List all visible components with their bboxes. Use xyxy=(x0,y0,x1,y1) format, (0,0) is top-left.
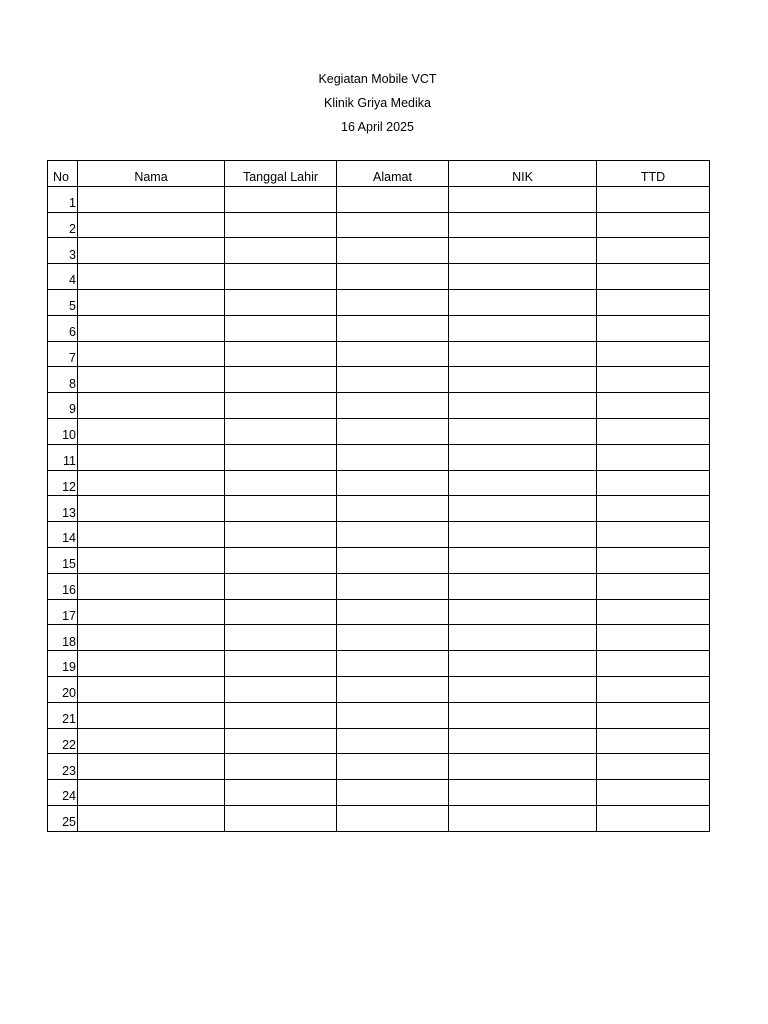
cell-nama xyxy=(78,625,225,651)
column-header-nama: Nama xyxy=(78,161,225,187)
cell-alamat xyxy=(337,702,449,728)
cell-no: 5 xyxy=(48,289,78,315)
cell-no: 10 xyxy=(48,418,78,444)
cell-nik xyxy=(449,547,597,573)
cell-nik xyxy=(449,625,597,651)
cell-tanggal-lahir xyxy=(225,780,337,806)
cell-nama xyxy=(78,393,225,419)
cell-nik xyxy=(449,212,597,238)
cell-alamat xyxy=(337,470,449,496)
cell-alamat xyxy=(337,754,449,780)
cell-nik xyxy=(449,186,597,212)
cell-nama xyxy=(78,754,225,780)
table-row xyxy=(48,367,710,393)
cell-ttd xyxy=(597,702,710,728)
cell-ttd xyxy=(597,754,710,780)
cell-nik xyxy=(449,444,597,470)
cell-nik xyxy=(449,470,597,496)
cell-alamat xyxy=(337,573,449,599)
cell-tanggal-lahir xyxy=(225,573,337,599)
cell-ttd xyxy=(597,780,710,806)
cell-nama xyxy=(78,573,225,599)
cell-nama xyxy=(78,264,225,290)
cell-no: 13 xyxy=(48,496,78,522)
table-row xyxy=(48,780,710,806)
cell-ttd xyxy=(597,418,710,444)
cell-nama xyxy=(78,444,225,470)
column-header-no: No xyxy=(48,161,78,187)
cell-tanggal-lahir xyxy=(225,393,337,419)
table-row xyxy=(48,676,710,702)
cell-ttd xyxy=(597,573,710,599)
cell-ttd xyxy=(597,625,710,651)
cell-alamat xyxy=(337,418,449,444)
cell-no: 9 xyxy=(48,393,78,419)
cell-nama xyxy=(78,470,225,496)
table-row xyxy=(48,728,710,754)
cell-alamat xyxy=(337,315,449,341)
cell-tanggal-lahir xyxy=(225,341,337,367)
cell-no: 7 xyxy=(48,341,78,367)
table-row xyxy=(48,418,710,444)
cell-ttd xyxy=(597,264,710,290)
cell-tanggal-lahir xyxy=(225,444,337,470)
cell-nik xyxy=(449,238,597,264)
cell-nama xyxy=(78,186,225,212)
cell-ttd xyxy=(597,651,710,677)
cell-alamat xyxy=(337,341,449,367)
cell-tanggal-lahir xyxy=(225,702,337,728)
cell-no: 19 xyxy=(48,651,78,677)
table-row xyxy=(48,702,710,728)
cell-tanggal-lahir xyxy=(225,315,337,341)
cell-alamat xyxy=(337,186,449,212)
cell-alamat xyxy=(337,599,449,625)
table-row xyxy=(48,264,710,290)
table-row xyxy=(48,599,710,625)
cell-ttd xyxy=(597,496,710,522)
cell-nik xyxy=(449,780,597,806)
cell-no: 6 xyxy=(48,315,78,341)
cell-alamat xyxy=(337,367,449,393)
attendance-table xyxy=(47,160,710,832)
table-row xyxy=(48,444,710,470)
cell-ttd xyxy=(597,212,710,238)
cell-no: 17 xyxy=(48,599,78,625)
clinic-name: Klinik Griya Medika xyxy=(324,96,431,110)
cell-no: 8 xyxy=(48,367,78,393)
cell-ttd xyxy=(597,599,710,625)
cell-nik xyxy=(449,702,597,728)
cell-ttd xyxy=(597,393,710,419)
cell-tanggal-lahir xyxy=(225,522,337,548)
table-row xyxy=(48,805,710,831)
cell-no: 18 xyxy=(48,625,78,651)
cell-no: 12 xyxy=(48,470,78,496)
table-header-row xyxy=(48,161,710,187)
cell-nama xyxy=(78,651,225,677)
cell-tanggal-lahir xyxy=(225,367,337,393)
cell-nama xyxy=(78,341,225,367)
cell-nik xyxy=(449,522,597,548)
cell-nik xyxy=(449,676,597,702)
cell-nik xyxy=(449,289,597,315)
cell-nik xyxy=(449,599,597,625)
cell-no: 23 xyxy=(48,754,78,780)
cell-ttd xyxy=(597,341,710,367)
cell-nama xyxy=(78,496,225,522)
cell-alamat xyxy=(337,264,449,290)
cell-alamat xyxy=(337,780,449,806)
cell-nik xyxy=(449,805,597,831)
cell-ttd xyxy=(597,315,710,341)
cell-tanggal-lahir xyxy=(225,651,337,677)
cell-no: 14 xyxy=(48,522,78,548)
table-row xyxy=(48,186,710,212)
cell-ttd xyxy=(597,522,710,548)
cell-nik xyxy=(449,573,597,599)
document-header xyxy=(0,70,755,142)
table-row xyxy=(48,651,710,677)
table-row xyxy=(48,238,710,264)
cell-alamat xyxy=(337,496,449,522)
cell-alamat xyxy=(337,805,449,831)
cell-alamat xyxy=(337,522,449,548)
cell-nama xyxy=(78,676,225,702)
cell-tanggal-lahir xyxy=(225,599,337,625)
cell-nama xyxy=(78,522,225,548)
table-row xyxy=(48,573,710,599)
table-row xyxy=(48,341,710,367)
cell-alamat xyxy=(337,651,449,677)
cell-nik xyxy=(449,315,597,341)
table-row xyxy=(48,754,710,780)
cell-tanggal-lahir xyxy=(225,264,337,290)
cell-nik xyxy=(449,728,597,754)
cell-no: 20 xyxy=(48,676,78,702)
cell-nik xyxy=(449,393,597,419)
cell-ttd xyxy=(597,289,710,315)
column-header-nik: NIK xyxy=(449,161,597,187)
cell-alamat xyxy=(337,393,449,419)
cell-no: 3 xyxy=(48,238,78,264)
cell-tanggal-lahir xyxy=(225,625,337,651)
cell-nik xyxy=(449,651,597,677)
cell-ttd xyxy=(597,728,710,754)
cell-nama xyxy=(78,805,225,831)
cell-tanggal-lahir xyxy=(225,676,337,702)
cell-alamat xyxy=(337,676,449,702)
column-header-tanggal-lahir: Tanggal Lahir xyxy=(225,161,337,187)
table-row xyxy=(48,212,710,238)
cell-ttd xyxy=(597,367,710,393)
cell-alamat xyxy=(337,728,449,754)
cell-alamat xyxy=(337,212,449,238)
cell-tanggal-lahir xyxy=(225,418,337,444)
table-row xyxy=(48,393,710,419)
cell-nama xyxy=(78,547,225,573)
cell-nama xyxy=(78,599,225,625)
cell-ttd xyxy=(597,805,710,831)
cell-nik xyxy=(449,341,597,367)
cell-tanggal-lahir xyxy=(225,754,337,780)
cell-nama xyxy=(78,315,225,341)
cell-nik xyxy=(449,264,597,290)
cell-nama xyxy=(78,780,225,806)
cell-nama xyxy=(78,702,225,728)
cell-no: 15 xyxy=(48,547,78,573)
cell-no: 4 xyxy=(48,264,78,290)
cell-tanggal-lahir xyxy=(225,470,337,496)
cell-alamat xyxy=(337,547,449,573)
cell-no: 16 xyxy=(48,573,78,599)
cell-tanggal-lahir xyxy=(225,212,337,238)
cell-alamat xyxy=(337,625,449,651)
event-date: 16 April 2025 xyxy=(341,120,414,134)
cell-nama xyxy=(78,418,225,444)
cell-alamat xyxy=(337,444,449,470)
cell-tanggal-lahir xyxy=(225,289,337,315)
table-body xyxy=(48,186,710,831)
cell-nama xyxy=(78,212,225,238)
cell-tanggal-lahir xyxy=(225,547,337,573)
table-row xyxy=(48,289,710,315)
table-row xyxy=(48,315,710,341)
cell-nik xyxy=(449,418,597,444)
cell-no: 2 xyxy=(48,212,78,238)
table-row xyxy=(48,496,710,522)
cell-tanggal-lahir xyxy=(225,805,337,831)
cell-ttd xyxy=(597,444,710,470)
cell-ttd xyxy=(597,547,710,573)
cell-tanggal-lahir xyxy=(225,186,337,212)
cell-ttd xyxy=(597,470,710,496)
table-row xyxy=(48,522,710,548)
cell-alamat xyxy=(337,289,449,315)
document-title: Kegiatan Mobile VCT xyxy=(318,72,437,86)
cell-nik xyxy=(449,754,597,780)
column-header-ttd: TTD xyxy=(597,161,710,187)
cell-ttd xyxy=(597,186,710,212)
cell-no: 25 xyxy=(48,805,78,831)
cell-no: 1 xyxy=(48,186,78,212)
cell-tanggal-lahir xyxy=(225,238,337,264)
cell-tanggal-lahir xyxy=(225,728,337,754)
cell-no: 22 xyxy=(48,728,78,754)
column-header-alamat: Alamat xyxy=(337,161,449,187)
table-row xyxy=(48,547,710,573)
table-row xyxy=(48,625,710,651)
table-row xyxy=(48,470,710,496)
cell-alamat xyxy=(337,238,449,264)
cell-nama xyxy=(78,728,225,754)
cell-tanggal-lahir xyxy=(225,496,337,522)
cell-nama xyxy=(78,367,225,393)
cell-nik xyxy=(449,496,597,522)
cell-no: 24 xyxy=(48,780,78,806)
cell-no: 21 xyxy=(48,702,78,728)
cell-no: 11 xyxy=(48,444,78,470)
cell-ttd xyxy=(597,676,710,702)
cell-nama xyxy=(78,289,225,315)
cell-nama xyxy=(78,238,225,264)
cell-ttd xyxy=(597,238,710,264)
cell-nik xyxy=(449,367,597,393)
